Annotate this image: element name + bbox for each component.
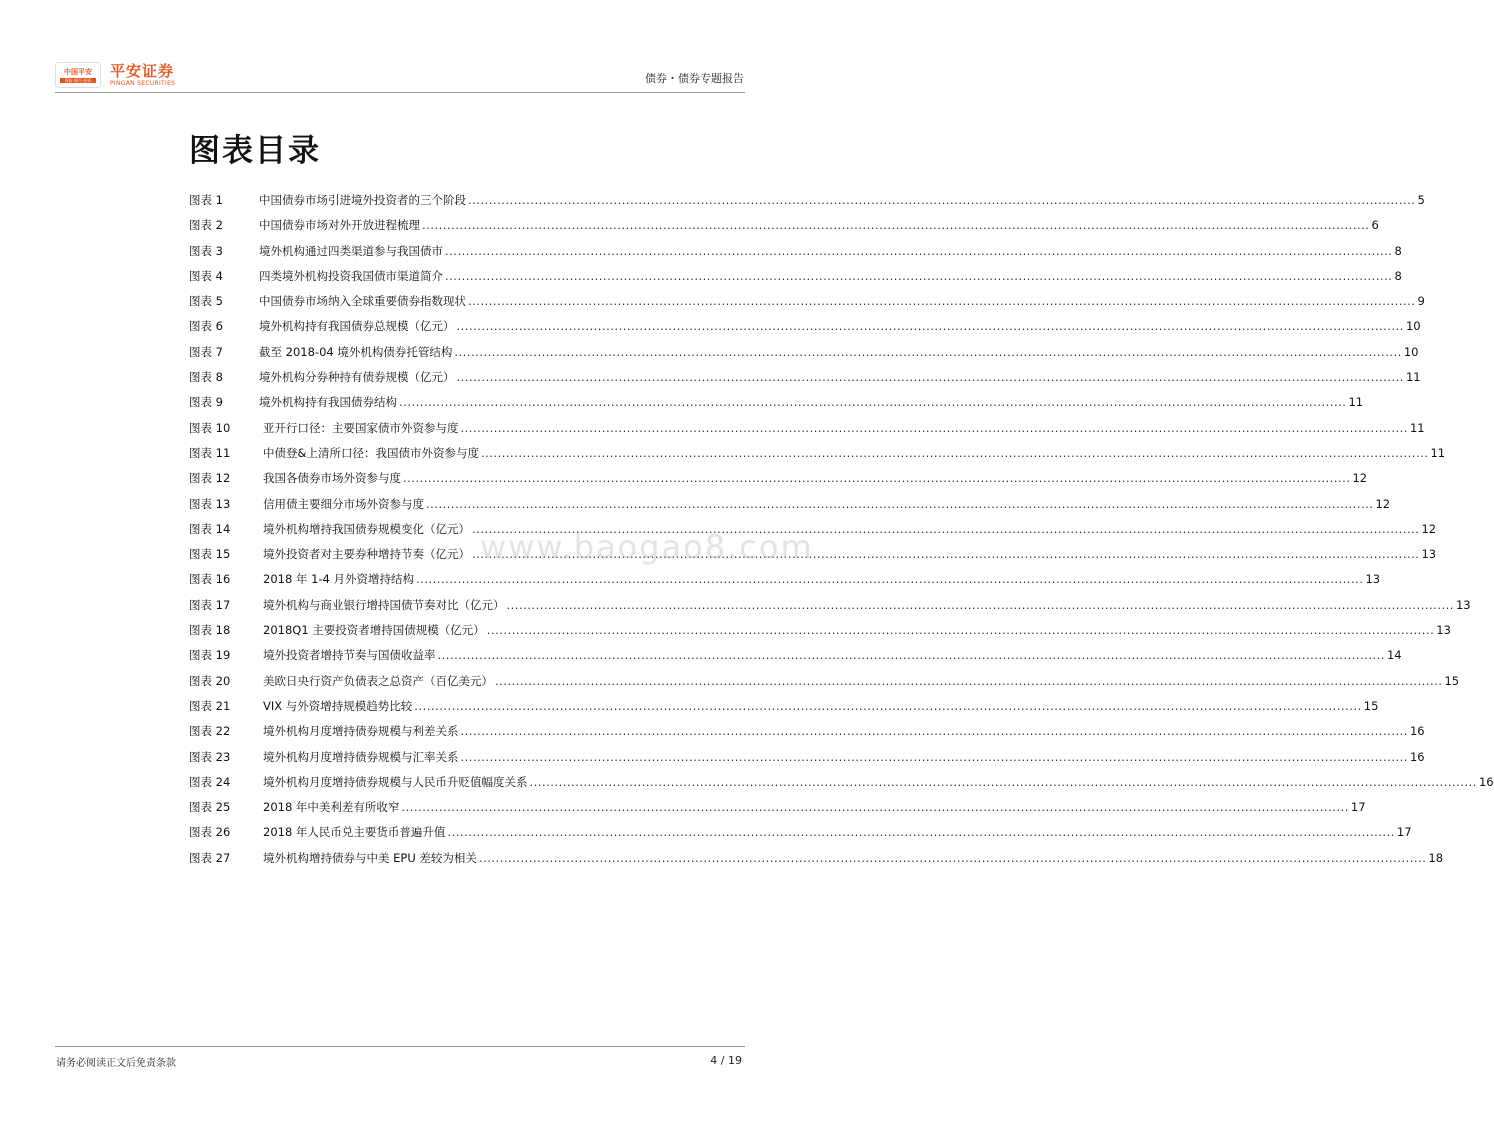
document-type: 债券・债券专题报告 — [645, 72, 744, 85]
toc-page-number: 11 — [1409, 420, 1425, 435]
toc-page-number: 12 — [1352, 471, 1368, 486]
toc-figure-title: 境外机构通过四类渠道参与我国债市 — [259, 243, 443, 258]
toc-figure-title: 中国债券市场引进境外投资者的三个阶段 — [259, 193, 466, 207]
toc-dot-leader — [447, 824, 1394, 840]
toc-page-number: 16 — [1478, 774, 1494, 789]
toc-page-number: 13 — [1365, 572, 1381, 587]
toc-figure-number: 图表 11 — [189, 445, 231, 460]
toc-figure-title: 中国债券市场对外开放进程梳理 — [259, 218, 420, 233]
toc-dot-leader — [422, 217, 1369, 233]
toc-dot-leader — [495, 673, 1442, 689]
toc-figure-number: 图表 14 — [189, 521, 231, 536]
toc-dot-leader — [481, 445, 1428, 461]
toc-figure-number: 图表 19 — [189, 648, 231, 663]
toc-page-number: 9 — [1417, 294, 1425, 309]
toc-figure-number: 图表 17 — [189, 597, 231, 612]
toc-figure-number: 图表 2 — [189, 218, 223, 233]
toc-figure-title: 境外机构分券种持有债券规模（亿元） — [259, 370, 455, 385]
toc-dot-leader — [457, 369, 1404, 385]
toc-dot-leader — [401, 799, 1348, 815]
toc-figure-title: 2018 年 1-4 月外资增持结构 — [263, 572, 415, 587]
toc-figure-title: 境外投资者增持节奏与国债收益率 — [263, 648, 436, 663]
toc-figure-number: 图表 25 — [189, 800, 231, 815]
toc-entry[interactable] — [189, 723, 1425, 748]
toc-entry[interactable] — [189, 293, 1425, 318]
toc-figure-number: 图表 24 — [189, 774, 231, 789]
toc-figure-number: 图表 6 — [189, 319, 223, 334]
toc-figure-title: 中国债券市场纳入全球重要债券指数现状 — [259, 294, 466, 309]
toc-figure-number: 图表 26 — [189, 825, 231, 840]
watermark: www.baogao8.com — [480, 528, 814, 566]
toc-entry[interactable] — [189, 597, 1471, 622]
toc-entry[interactable] — [189, 318, 1421, 343]
toc-figure-title: 信用债主要细分市场外资参与度 — [263, 496, 424, 511]
toc-figure-number: 图表 16 — [189, 572, 231, 587]
toc-figure-number: 图表 5 — [189, 294, 223, 309]
toc-page-number: 15 — [1444, 673, 1460, 688]
toc-entry[interactable] — [189, 799, 1366, 824]
toc-entry[interactable] — [189, 647, 1402, 672]
toc-dot-leader — [445, 243, 1392, 259]
toc-figure-title: 境外机构增持我国债券规模变化（亿元） — [263, 521, 470, 536]
toc-entry[interactable] — [189, 369, 1421, 394]
page-number: 4 / 19 — [710, 1054, 742, 1067]
toc-entry[interactable] — [189, 749, 1425, 774]
toc-figure-number: 图表 8 — [189, 370, 223, 385]
toc-page-number: 13 — [1455, 597, 1471, 612]
toc-page-number: 11 — [1348, 395, 1364, 410]
toc-figure-title: 截至 2018-04 境外机构债券托管结构 — [259, 344, 453, 359]
toc-figure-title: 2018Q1 主要投资者增持国债规模（亿元） — [263, 623, 485, 638]
header-divider — [55, 92, 745, 93]
logo-badge-subtext: 保险·银行·投资 — [60, 78, 96, 83]
toc-figure-number: 图表 21 — [189, 698, 231, 713]
toc-entry[interactable] — [189, 420, 1425, 445]
toc-page-number: 16 — [1409, 724, 1425, 739]
toc-page-number: 14 — [1386, 648, 1402, 663]
toc-dot-leader — [399, 394, 1346, 410]
toc-entry[interactable] — [189, 571, 1381, 596]
toc-figure-title: 境外机构持有我国债券结构 — [259, 395, 397, 410]
toc-dot-leader — [445, 268, 1392, 284]
toc-page-number: 17 — [1350, 800, 1366, 815]
toc-page-number: 13 — [1421, 547, 1437, 562]
toc-figure-number: 图表 4 — [189, 268, 223, 283]
toc-figure-title: 境外机构月度增持债券规模与汇率关系 — [263, 749, 459, 764]
toc-figure-number: 图表 3 — [189, 243, 223, 258]
toc-entry[interactable] — [189, 622, 1451, 647]
toc-dot-leader — [426, 496, 1373, 512]
toc-dot-leader — [507, 597, 1454, 613]
toc-page-number: 12 — [1375, 496, 1391, 511]
toc-figure-number: 图表 9 — [189, 395, 223, 410]
toc-page-number: 18 — [1428, 850, 1444, 865]
toc-page-number: 8 — [1394, 243, 1402, 258]
logo-text — [110, 63, 175, 88]
toc-figure-number: 图表 22 — [189, 724, 231, 739]
toc-figure-number: 图表 15 — [189, 547, 231, 562]
toc-entry[interactable] — [189, 824, 1412, 849]
toc-figure-title: 境外机构月度增持债券规模与利差关系 — [263, 724, 459, 739]
toc-dot-leader — [487, 622, 1434, 638]
toc-figure-title: VIX 与外资增持规模趋势比较 — [263, 698, 413, 713]
toc-page-number: 16 — [1409, 749, 1425, 764]
logo-badge-text: 中国平安 — [64, 67, 92, 76]
toc-figure-number: 图表 13 — [189, 496, 231, 511]
toc-dot-leader — [461, 420, 1408, 436]
toc-entry[interactable] — [189, 496, 1391, 521]
toc-page-number: 6 — [1371, 218, 1379, 233]
toc-figure-title: 四类境外机构投资我国债市渠道简介 — [259, 268, 443, 283]
toc-figure-title: 境外投资者对主要券种增持节奏（亿元） — [263, 547, 470, 562]
toc-dot-leader — [403, 470, 1350, 486]
toc-figure-title: 亚开行口径：主要国家债市外资参与度 — [263, 420, 459, 435]
toc-entry[interactable] — [189, 673, 1460, 698]
ping-an-logo-badge — [55, 62, 101, 88]
toc-figure-number: 图表 12 — [189, 471, 231, 486]
toc-figure-number: 图表 1 — [189, 193, 223, 207]
toc-entry[interactable] — [189, 217, 1379, 242]
toc-entry[interactable] — [189, 445, 1446, 470]
toc-figure-number: 图表 23 — [189, 749, 231, 764]
toc-dot-leader — [457, 318, 1404, 334]
toc-page-number: 17 — [1396, 825, 1412, 840]
toc-page-number: 13 — [1436, 623, 1451, 638]
toc-figure-title: 我国各债券市场外资参与度 — [263, 471, 401, 486]
toc-entry[interactable] — [189, 192, 1425, 217]
toc-figure-title: 美欧日央行资产负债表之总资产（百亿美元） — [263, 673, 493, 688]
company-logo — [55, 62, 175, 88]
toc-page-number: 8 — [1394, 268, 1402, 283]
toc-page-number: 11 — [1430, 445, 1446, 460]
toc-entry[interactable] — [189, 698, 1379, 723]
toc-dot-leader — [414, 698, 1361, 714]
toc-figure-number: 图表 27 — [189, 850, 231, 865]
toc-entry[interactable] — [189, 850, 1444, 875]
toc-entry[interactable] — [189, 344, 1419, 369]
toc-entry[interactable] — [189, 268, 1402, 293]
toc-dot-leader — [530, 774, 1477, 790]
toc-page-number: 10 — [1403, 344, 1419, 359]
toc-figure-title: 境外机构月度增持债券规模与人民币升贬值幅度关系 — [263, 774, 528, 789]
toc-page-number: 15 — [1363, 698, 1379, 713]
toc-page-number: 12 — [1421, 521, 1437, 536]
toc-entry[interactable] — [189, 470, 1368, 495]
disclaimer-text: 请务必阅读正文后免责条款 — [56, 1058, 176, 1069]
company-name-cn: 平安证券 — [110, 61, 175, 80]
toc-figure-title: 2018 年中美利差有所收窄 — [263, 800, 400, 815]
toc-dot-leader — [468, 293, 1415, 309]
toc-figure-number: 图表 18 — [189, 623, 231, 638]
toc-page-number: 10 — [1405, 319, 1421, 334]
toc-figure-title: 2018 年人民币兑主要货币普遍升值 — [263, 825, 446, 840]
toc-dot-leader — [479, 850, 1426, 866]
footer-divider — [55, 1046, 745, 1047]
toc-dot-leader — [438, 647, 1385, 663]
page-title: 图表目录 — [189, 133, 321, 169]
toc-figure-title: 境外机构与商业银行增持国债节奏对比（亿元） — [263, 597, 505, 612]
toc-dot-leader — [461, 749, 1408, 765]
toc-dot-leader — [461, 723, 1408, 739]
toc-figure-title: 中债登&上清所口径：我国债市外资参与度 — [263, 445, 479, 460]
toc-figure-title: 境外机构持有我国债券总规模（亿元） — [259, 319, 455, 334]
toc-dot-leader — [416, 571, 1363, 587]
toc-entry[interactable] — [189, 243, 1402, 268]
toc-dot-leader — [454, 344, 1401, 360]
toc-figure-number: 图表 7 — [189, 344, 223, 359]
toc-figure-number: 图表 20 — [189, 673, 231, 688]
company-name-en: PINGAN SECURITIES — [110, 79, 176, 87]
toc-page-number: 5 — [1417, 193, 1425, 207]
toc-entry[interactable] — [189, 774, 1494, 799]
toc-page-number: 11 — [1405, 370, 1421, 385]
toc-figure-number: 图表 10 — [189, 420, 231, 435]
toc-entry[interactable] — [189, 394, 1364, 419]
toc-dot-leader — [468, 192, 1415, 208]
toc-figure-title: 境外机构增持债券与中美 EPU 差较为相关 — [263, 850, 477, 865]
